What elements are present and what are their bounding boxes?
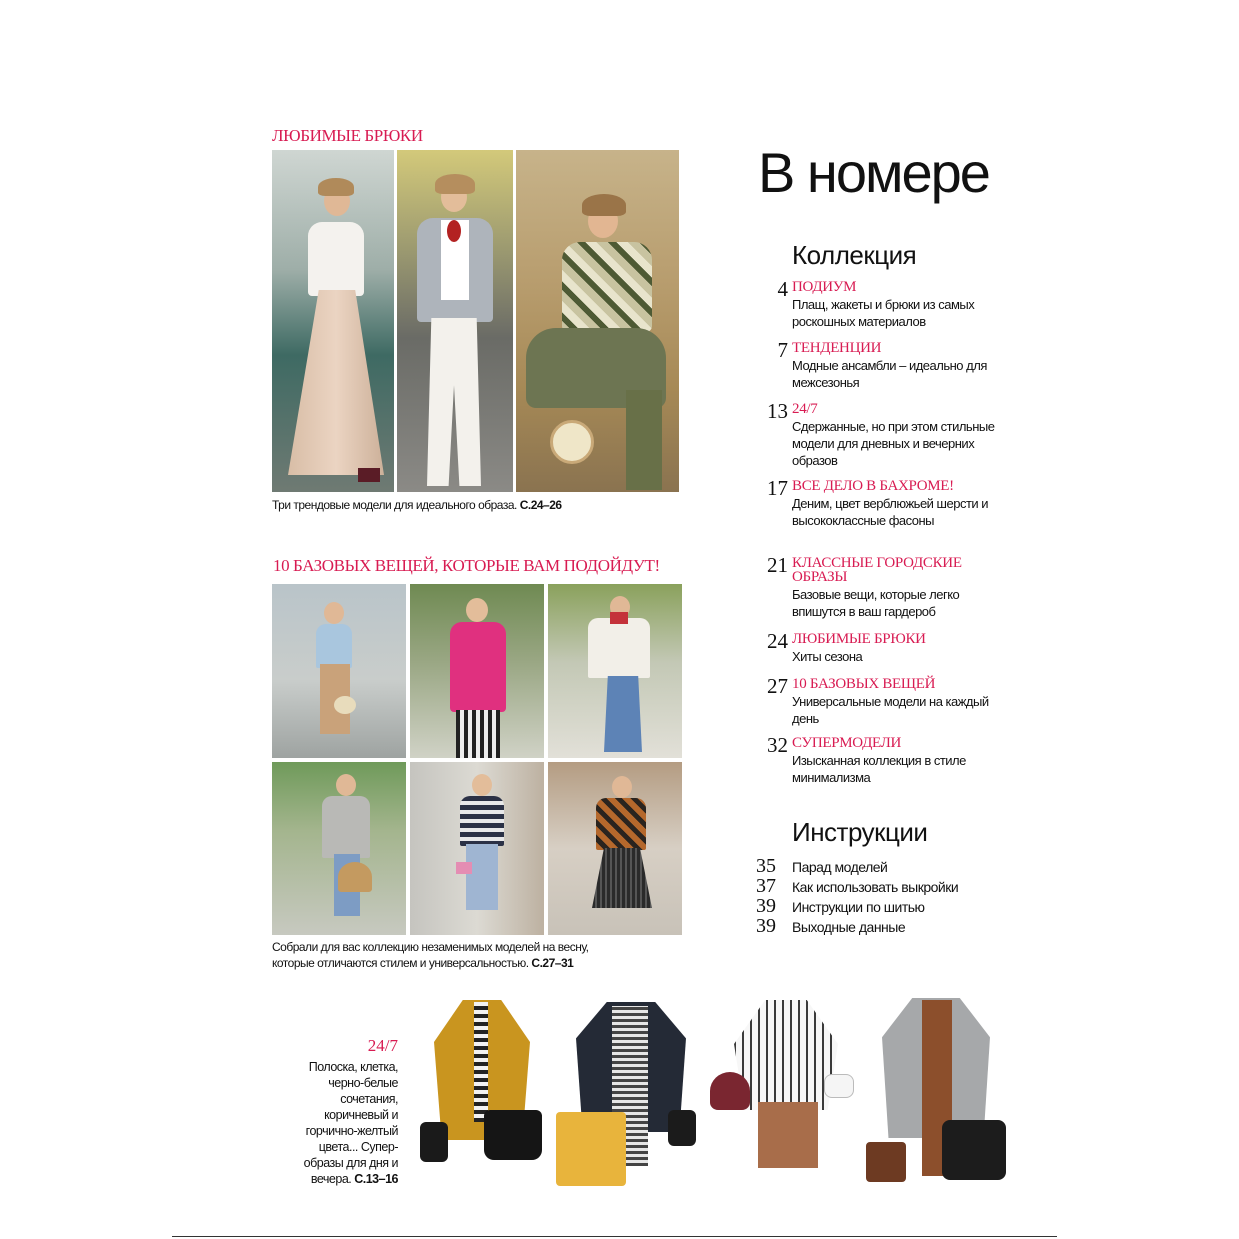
outfit-striped-blouse xyxy=(708,992,868,1182)
entry-page-number: 17 xyxy=(767,476,788,500)
contents-entry[interactable] xyxy=(760,629,1010,668)
photo-model-khaki-trousers xyxy=(516,150,679,492)
entry-description: Сдержанные, но при этом стильные модели для дневных и вечерних образов xyxy=(792,419,995,468)
photo-basics-5 xyxy=(410,762,544,935)
section2-caption-line1: Собрали для вас коллекцию незаменимых моделей на весну, xyxy=(272,940,589,954)
entry-description: Деним, цвет верблюжьей шерсти и высококлассные фасоны xyxy=(792,496,989,528)
instructions-page-number: 35 xyxy=(756,855,776,877)
entry-page-number: 4 xyxy=(777,277,788,301)
bottom-feature-desc-text: Полоска, клетка, черно-белые сочетания, коричневый и горчично-желтый цвета... Супер-образы для дня и вечера. xyxy=(303,1060,398,1186)
entry-page-number: 32 xyxy=(767,733,788,757)
photo-model-white-trousers xyxy=(397,150,513,492)
section2-caption xyxy=(272,939,588,971)
outfit-mustard-coat xyxy=(412,992,562,1172)
entry-page-number: 13 xyxy=(767,399,788,423)
photo-model-beige-trousers xyxy=(272,150,394,492)
contents-entry[interactable] xyxy=(760,338,1010,393)
entry-description: Хиты сезона xyxy=(792,649,863,664)
collection-heading: Коллекция xyxy=(792,240,917,270)
entry-description: Модные ансамбли – идеально для межсезонья xyxy=(792,358,987,390)
contents-entry[interactable] xyxy=(760,674,1010,729)
contents-entry[interactable] xyxy=(760,277,1010,332)
entry-description: Универсальные модели на каждый день xyxy=(792,694,989,726)
entry-page-number: 24 xyxy=(767,629,788,653)
bottom-feature-ref: С.13–16 xyxy=(354,1172,398,1186)
contents-entry[interactable] xyxy=(760,476,1010,549)
entry-title: ПОДИУМ xyxy=(792,279,857,295)
bottom-feature-text xyxy=(288,1036,398,1187)
bottom-divider xyxy=(172,1236,1057,1237)
section1-caption-ref: С.24–26 xyxy=(519,498,562,512)
entry-title: 10 БАЗОВЫХ ВЕЩЕЙ xyxy=(792,676,936,692)
photo-basics-4 xyxy=(272,762,406,935)
entry-page-number: 21 xyxy=(767,553,788,577)
instructions-page-number: 39 xyxy=(756,895,776,917)
instructions-entry[interactable] xyxy=(756,895,1016,918)
bottom-feature-title: 24/7 xyxy=(367,1036,398,1055)
photo-basics-1 xyxy=(272,584,406,758)
section-title-ten-basics: 10 БАЗОВЫХ ВЕЩЕЙ, КОТОРЫЕ ВАМ ПОДОЙДУТ! xyxy=(273,556,660,575)
entry-page-number: 27 xyxy=(767,674,788,698)
instructions-label: Инструкции по шитью xyxy=(792,899,925,915)
photo-basics-2 xyxy=(410,584,544,758)
section2-caption-line2: которые отличаются стилем и универсальностью. xyxy=(272,956,529,970)
entry-title: ТЕНДЕНЦИИ xyxy=(792,340,882,356)
entry-title: ЛЮБИМЫЕ БРЮКИ xyxy=(792,631,926,647)
entry-title: КЛАССНЫЕ ГОРОДСКИЕ ОБРАЗЫ xyxy=(792,555,962,585)
instructions-entry[interactable] xyxy=(756,915,1016,938)
instructions-label: Парад моделей xyxy=(792,859,888,875)
entry-title: 24/7 xyxy=(792,401,818,417)
section-title-favorite-trousers: ЛЮБИМЫЕ БРЮКИ xyxy=(272,126,423,145)
contents-entry[interactable] xyxy=(760,733,1010,788)
instructions-entry[interactable] xyxy=(756,875,1016,898)
instructions-page-number: 39 xyxy=(756,915,776,937)
entry-description: Изысканная коллекция в стиле минимализма xyxy=(792,753,966,785)
section1-caption xyxy=(272,497,562,513)
entry-description: Базовые вещи, которые легко впишутся в ваш гардероб xyxy=(792,587,960,619)
instructions-label: Как использовать выкройки xyxy=(792,879,959,895)
photo-basics-3 xyxy=(548,584,682,758)
instructions-page-number: 37 xyxy=(756,875,776,897)
outfit-grey-blazer xyxy=(858,992,1022,1192)
outfit-navy-blazer xyxy=(556,992,716,1192)
instructions-entry[interactable] xyxy=(756,855,1016,878)
section1-caption-text: Три трендовые модели для идеального образа. xyxy=(272,498,517,512)
contents-title: В номере xyxy=(758,141,989,204)
instructions-heading: Инструкции xyxy=(792,817,928,847)
contents-entry[interactable] xyxy=(760,553,1010,624)
entry-title: ВСЕ ДЕЛО В БАХРОМЕ! xyxy=(792,478,954,494)
photo-basics-6 xyxy=(548,762,682,935)
instructions-label: Выходные данные xyxy=(792,919,906,935)
entry-title: СУПЕРМОДЕЛИ xyxy=(792,735,902,751)
section2-caption-ref: С.27–31 xyxy=(531,956,574,970)
bottom-feature-desc xyxy=(288,1059,398,1187)
contents-entry[interactable] xyxy=(760,399,1010,472)
entry-page-number: 7 xyxy=(777,338,788,362)
entry-description: Плащ, жакеты и брюки из самых роскошных материалов xyxy=(792,297,975,329)
